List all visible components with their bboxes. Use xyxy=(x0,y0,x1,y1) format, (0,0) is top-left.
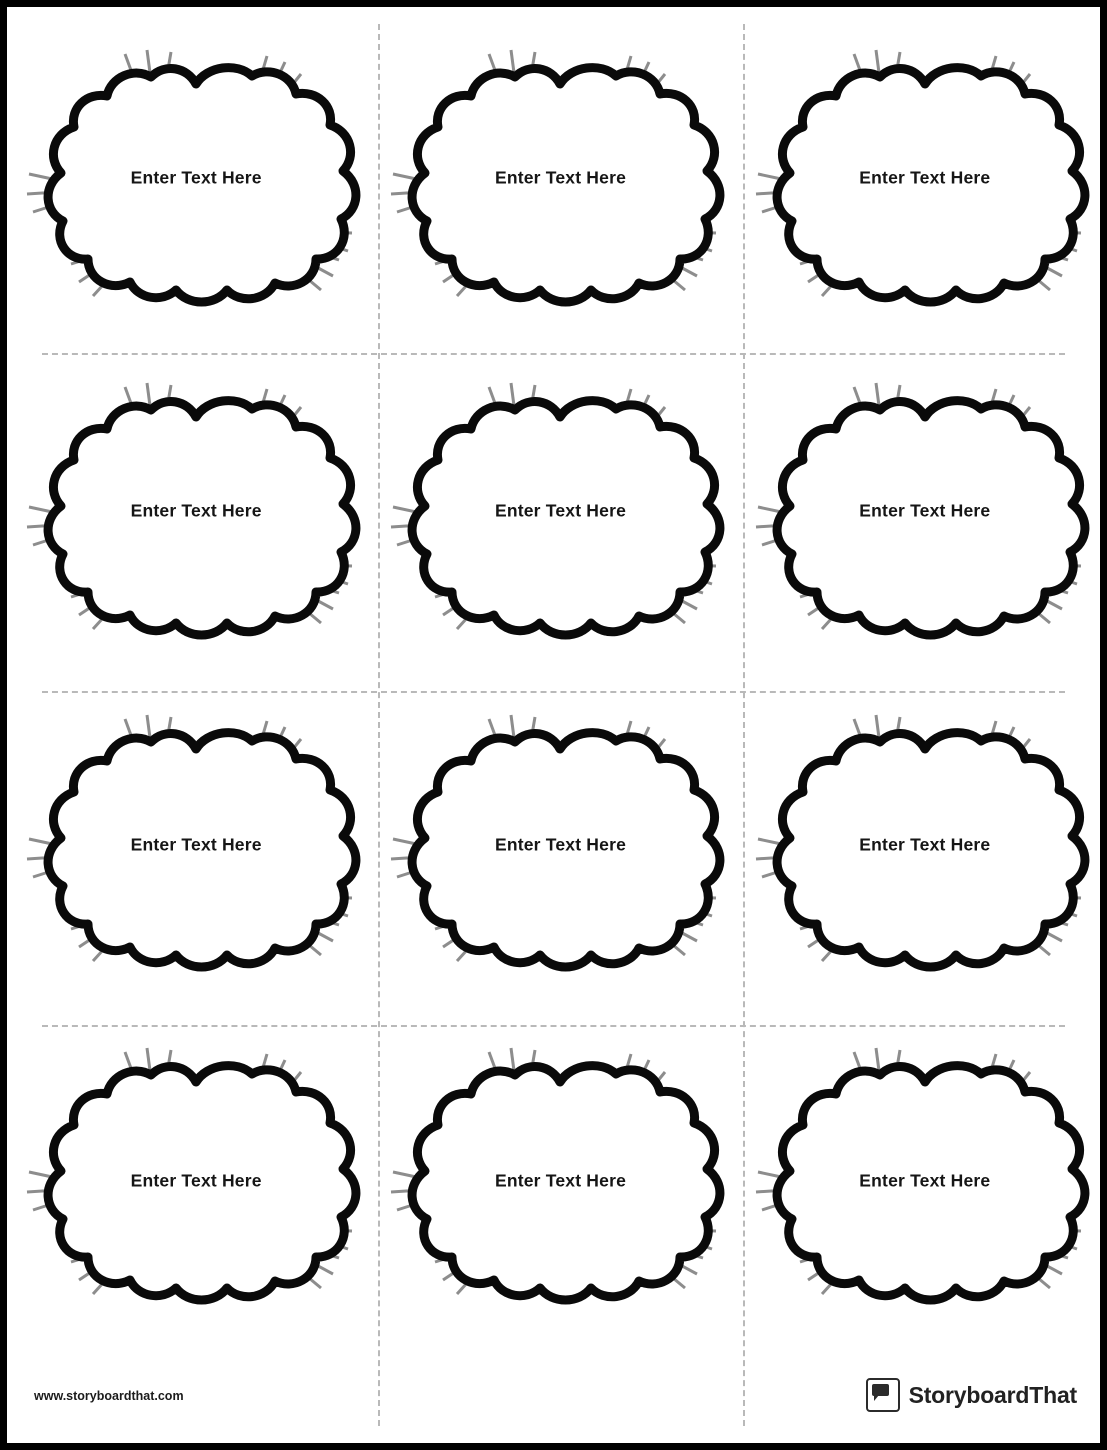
bubble-text: Enter Text Here xyxy=(859,1170,991,1191)
thought-cloud-1[interactable] xyxy=(21,40,371,320)
bubble-text: Enter Text Here xyxy=(494,500,627,521)
thought-cloud-11[interactable] xyxy=(385,1038,735,1318)
brand-logo[interactable] xyxy=(866,1378,1077,1412)
bubble-cell[interactable] xyxy=(743,1012,1107,1345)
bubble-cell[interactable] xyxy=(14,1012,378,1345)
speech-bubble-icon xyxy=(866,1378,900,1412)
thought-cloud-4[interactable] xyxy=(21,373,371,653)
bubble-text: Enter Text Here xyxy=(130,167,262,188)
bubble-cell[interactable] xyxy=(14,347,378,680)
thought-cloud-3[interactable] xyxy=(750,40,1100,320)
worksheet-sheet xyxy=(14,14,1093,1436)
bubble-cell[interactable] xyxy=(378,347,742,680)
thought-cloud-10[interactable] xyxy=(21,1038,371,1318)
bubble-cell[interactable] xyxy=(378,1012,742,1345)
bubble-text: Enter Text Here xyxy=(494,834,627,855)
bubble-text: Enter Text Here xyxy=(859,500,991,521)
site-url[interactable]: www.storyboardthat.com xyxy=(34,1389,184,1403)
bubble-text: Enter Text Here xyxy=(859,834,991,855)
thought-cloud-8[interactable] xyxy=(385,705,735,985)
thought-cloud-9[interactable] xyxy=(750,705,1100,985)
bubble-text: Enter Text Here xyxy=(859,167,991,188)
thought-cloud-2[interactable] xyxy=(385,40,735,320)
bubble-text: Enter Text Here xyxy=(494,1170,627,1191)
bubble-text: Enter Text Here xyxy=(130,500,262,521)
bubble-text: Enter Text Here xyxy=(494,167,627,188)
bubble-text: Enter Text Here xyxy=(130,834,262,855)
bubble-cell[interactable] xyxy=(743,14,1107,347)
brand-name: StoryboardThat xyxy=(908,1381,1077,1408)
bubble-cell[interactable] xyxy=(378,679,742,1012)
bubble-cell[interactable] xyxy=(378,14,742,347)
thought-cloud-5[interactable] xyxy=(385,373,735,653)
bubble-text: Enter Text Here xyxy=(130,1170,262,1191)
thought-cloud-7[interactable] xyxy=(21,705,371,985)
page-footer xyxy=(14,1326,1093,1436)
bubble-cell[interactable] xyxy=(743,679,1107,1012)
thought-cloud-12[interactable] xyxy=(750,1038,1100,1318)
bubble-cell[interactable] xyxy=(743,347,1107,680)
thought-cloud-6[interactable] xyxy=(750,373,1100,653)
bubble-grid xyxy=(14,14,1107,1344)
bubble-cell[interactable] xyxy=(14,14,378,347)
bubble-cell[interactable] xyxy=(14,679,378,1012)
